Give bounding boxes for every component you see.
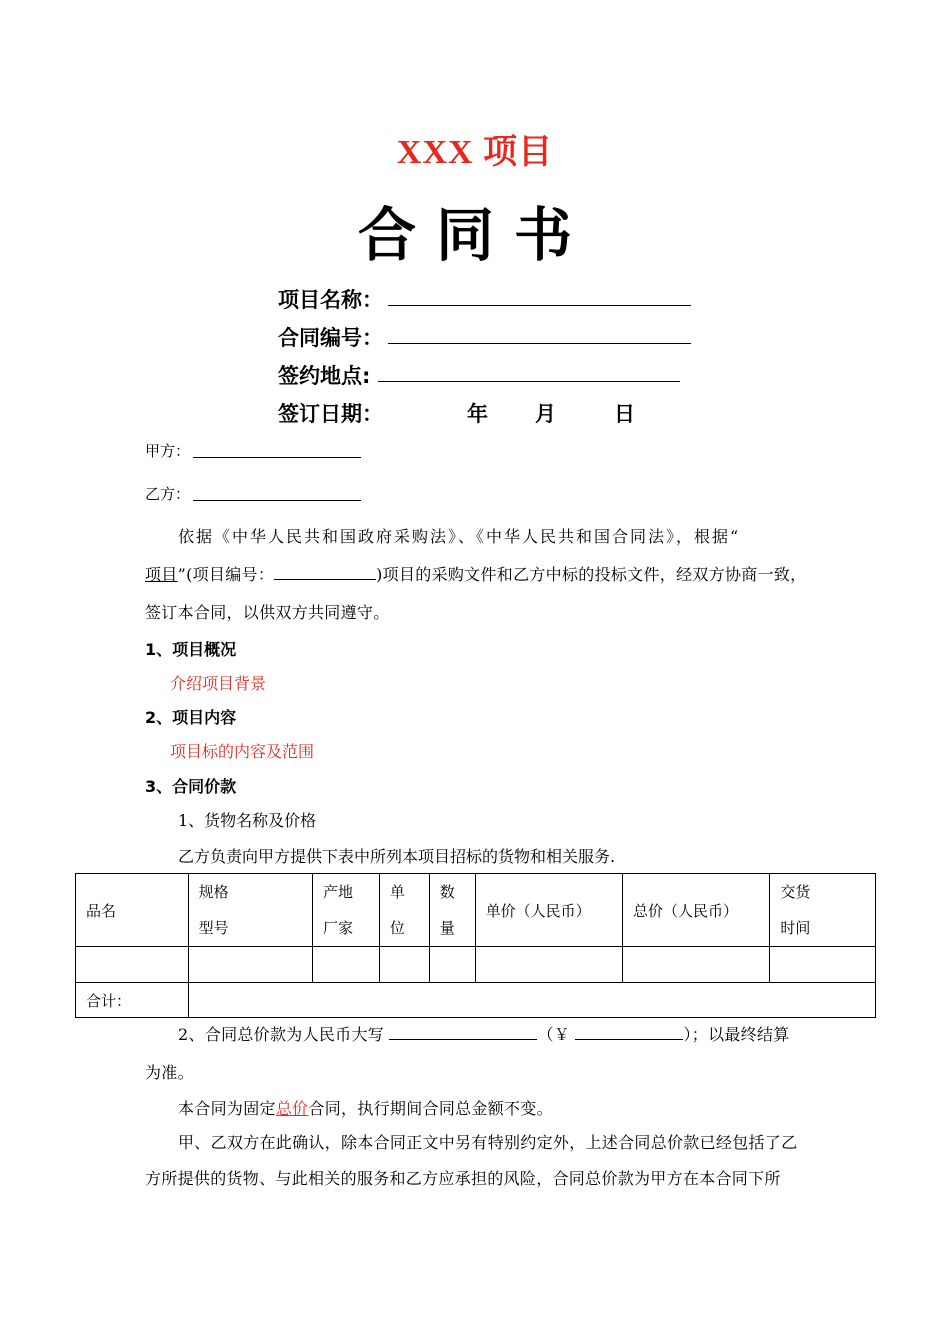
cell-total-price[interactable] [623, 947, 770, 983]
sign-date-label: 签订日期： [278, 402, 383, 426]
price-line-2: 为准。 [145, 1063, 194, 1082]
header-unit-line1: 单 [389, 883, 405, 901]
header-spec-line2: 型号 [198, 919, 229, 937]
contract-no-field[interactable] [388, 343, 691, 344]
date-month-label: 月 [535, 402, 556, 426]
header-qty-line1: 数 [439, 883, 455, 901]
total-value-cell[interactable] [188, 983, 875, 1018]
cell-name[interactable] [76, 947, 189, 983]
fixed-price-text-c: 合同，执行期间合同总金额不变。 [308, 1099, 553, 1118]
intro-line-3: 签订本合同，以供双方共同遵守。 [145, 603, 390, 622]
cell-unit-price[interactable] [475, 947, 622, 983]
sign-place-field[interactable] [378, 381, 680, 382]
section-1-heading: 1、项目概况 [145, 640, 237, 659]
party-a-field[interactable] [193, 457, 361, 458]
table-total-row [76, 983, 876, 1018]
section-3-heading: 3、合同价款 [145, 777, 237, 796]
cell-qty[interactable] [429, 947, 475, 983]
section-2-heading: 2、项目内容 [145, 708, 237, 727]
header-unit [379, 874, 429, 947]
contract-no-label: 合同编号： [278, 326, 383, 350]
goods-price-table [75, 873, 876, 1018]
header-total-price: 总价（人民币） [623, 874, 770, 947]
header-unit-price: 单价（人民币） [475, 874, 622, 947]
intro-line-1: 依据《中华人民共和国政府采购法》、《中华人民共和国合同法》，根据“ [178, 527, 741, 546]
project-name-label: 项目名称： [278, 288, 383, 312]
header-qty-line2: 量 [439, 919, 455, 937]
price-line-1 [178, 1016, 790, 1053]
total-label: 合计： [76, 983, 189, 1018]
table-header-row [76, 874, 876, 947]
header-delivery [770, 874, 876, 947]
table-row [76, 947, 876, 983]
cell-unit[interactable] [379, 947, 429, 983]
header-unit-line2: 位 [389, 919, 405, 937]
date-day-label: 日 [614, 402, 635, 426]
header-spec [188, 874, 312, 947]
confirm-line-1: 甲、乙双方在此确认，除本合同正文中另有特别约定外，上述合同总价款已经包括了乙 [178, 1133, 798, 1152]
sign-place-label: 签约地点: [278, 364, 371, 388]
header-origin-line2: 厂家 [323, 919, 354, 937]
section-1-note: 介绍项目背景 [170, 674, 267, 693]
price-number-field[interactable] [575, 1025, 683, 1040]
intro-project-no-label: ”(项目编号： [177, 565, 275, 584]
header-qty [429, 874, 475, 947]
project-title: XXX 项目 [396, 134, 554, 171]
header-origin [313, 874, 380, 947]
document-title: 合同书 [357, 201, 592, 269]
header-delivery-line1: 交货 [780, 883, 811, 901]
intro-project-no-field[interactable] [274, 565, 376, 580]
party-b-label: 乙方： [145, 485, 191, 503]
fixed-price-highlight: 总价 [275, 1099, 309, 1118]
cell-delivery[interactable] [770, 947, 876, 983]
party-a-label: 甲方： [145, 442, 191, 460]
intro-line-2 [145, 556, 806, 593]
project-name-field[interactable] [388, 305, 691, 306]
intro-line-2-rest: )项目的采购文件和乙方中标的投标文件，经双方协商一致， [376, 565, 807, 584]
fixed-price-line [178, 1090, 553, 1127]
party-b-field[interactable] [193, 500, 361, 501]
price-words-field[interactable] [389, 1025, 537, 1040]
price-words-label: 2、合同总价款为人民币大写 [178, 1025, 385, 1044]
price-number-label: （￥ [537, 1025, 571, 1044]
header-origin-line1: 产地 [323, 883, 354, 901]
section-3-subheading: 1、货物名称及价格 [178, 811, 317, 830]
cell-origin[interactable] [313, 947, 380, 983]
header-name: 品名 [76, 874, 189, 947]
fixed-price-text-a: 本合同为固定 [178, 1099, 276, 1118]
price-final-label: ）；以最终结算 [683, 1025, 790, 1044]
confirm-line-2: 方所提供的货物、与此相关的服务和乙方应承担的风险，合同总价款为甲方在本合同下所 [145, 1169, 781, 1188]
header-spec-line1: 规格 [198, 883, 229, 901]
header-delivery-line2: 时间 [780, 919, 811, 937]
cell-spec[interactable] [188, 947, 312, 983]
section-2-note: 项目标的内容及范围 [170, 742, 315, 761]
section-3-text: 乙方负责向甲方提供下表中所列本项目招标的货物和相关服务. [178, 847, 616, 866]
intro-project-link: 项目 [145, 565, 178, 584]
date-year-label: 年 [467, 402, 488, 426]
